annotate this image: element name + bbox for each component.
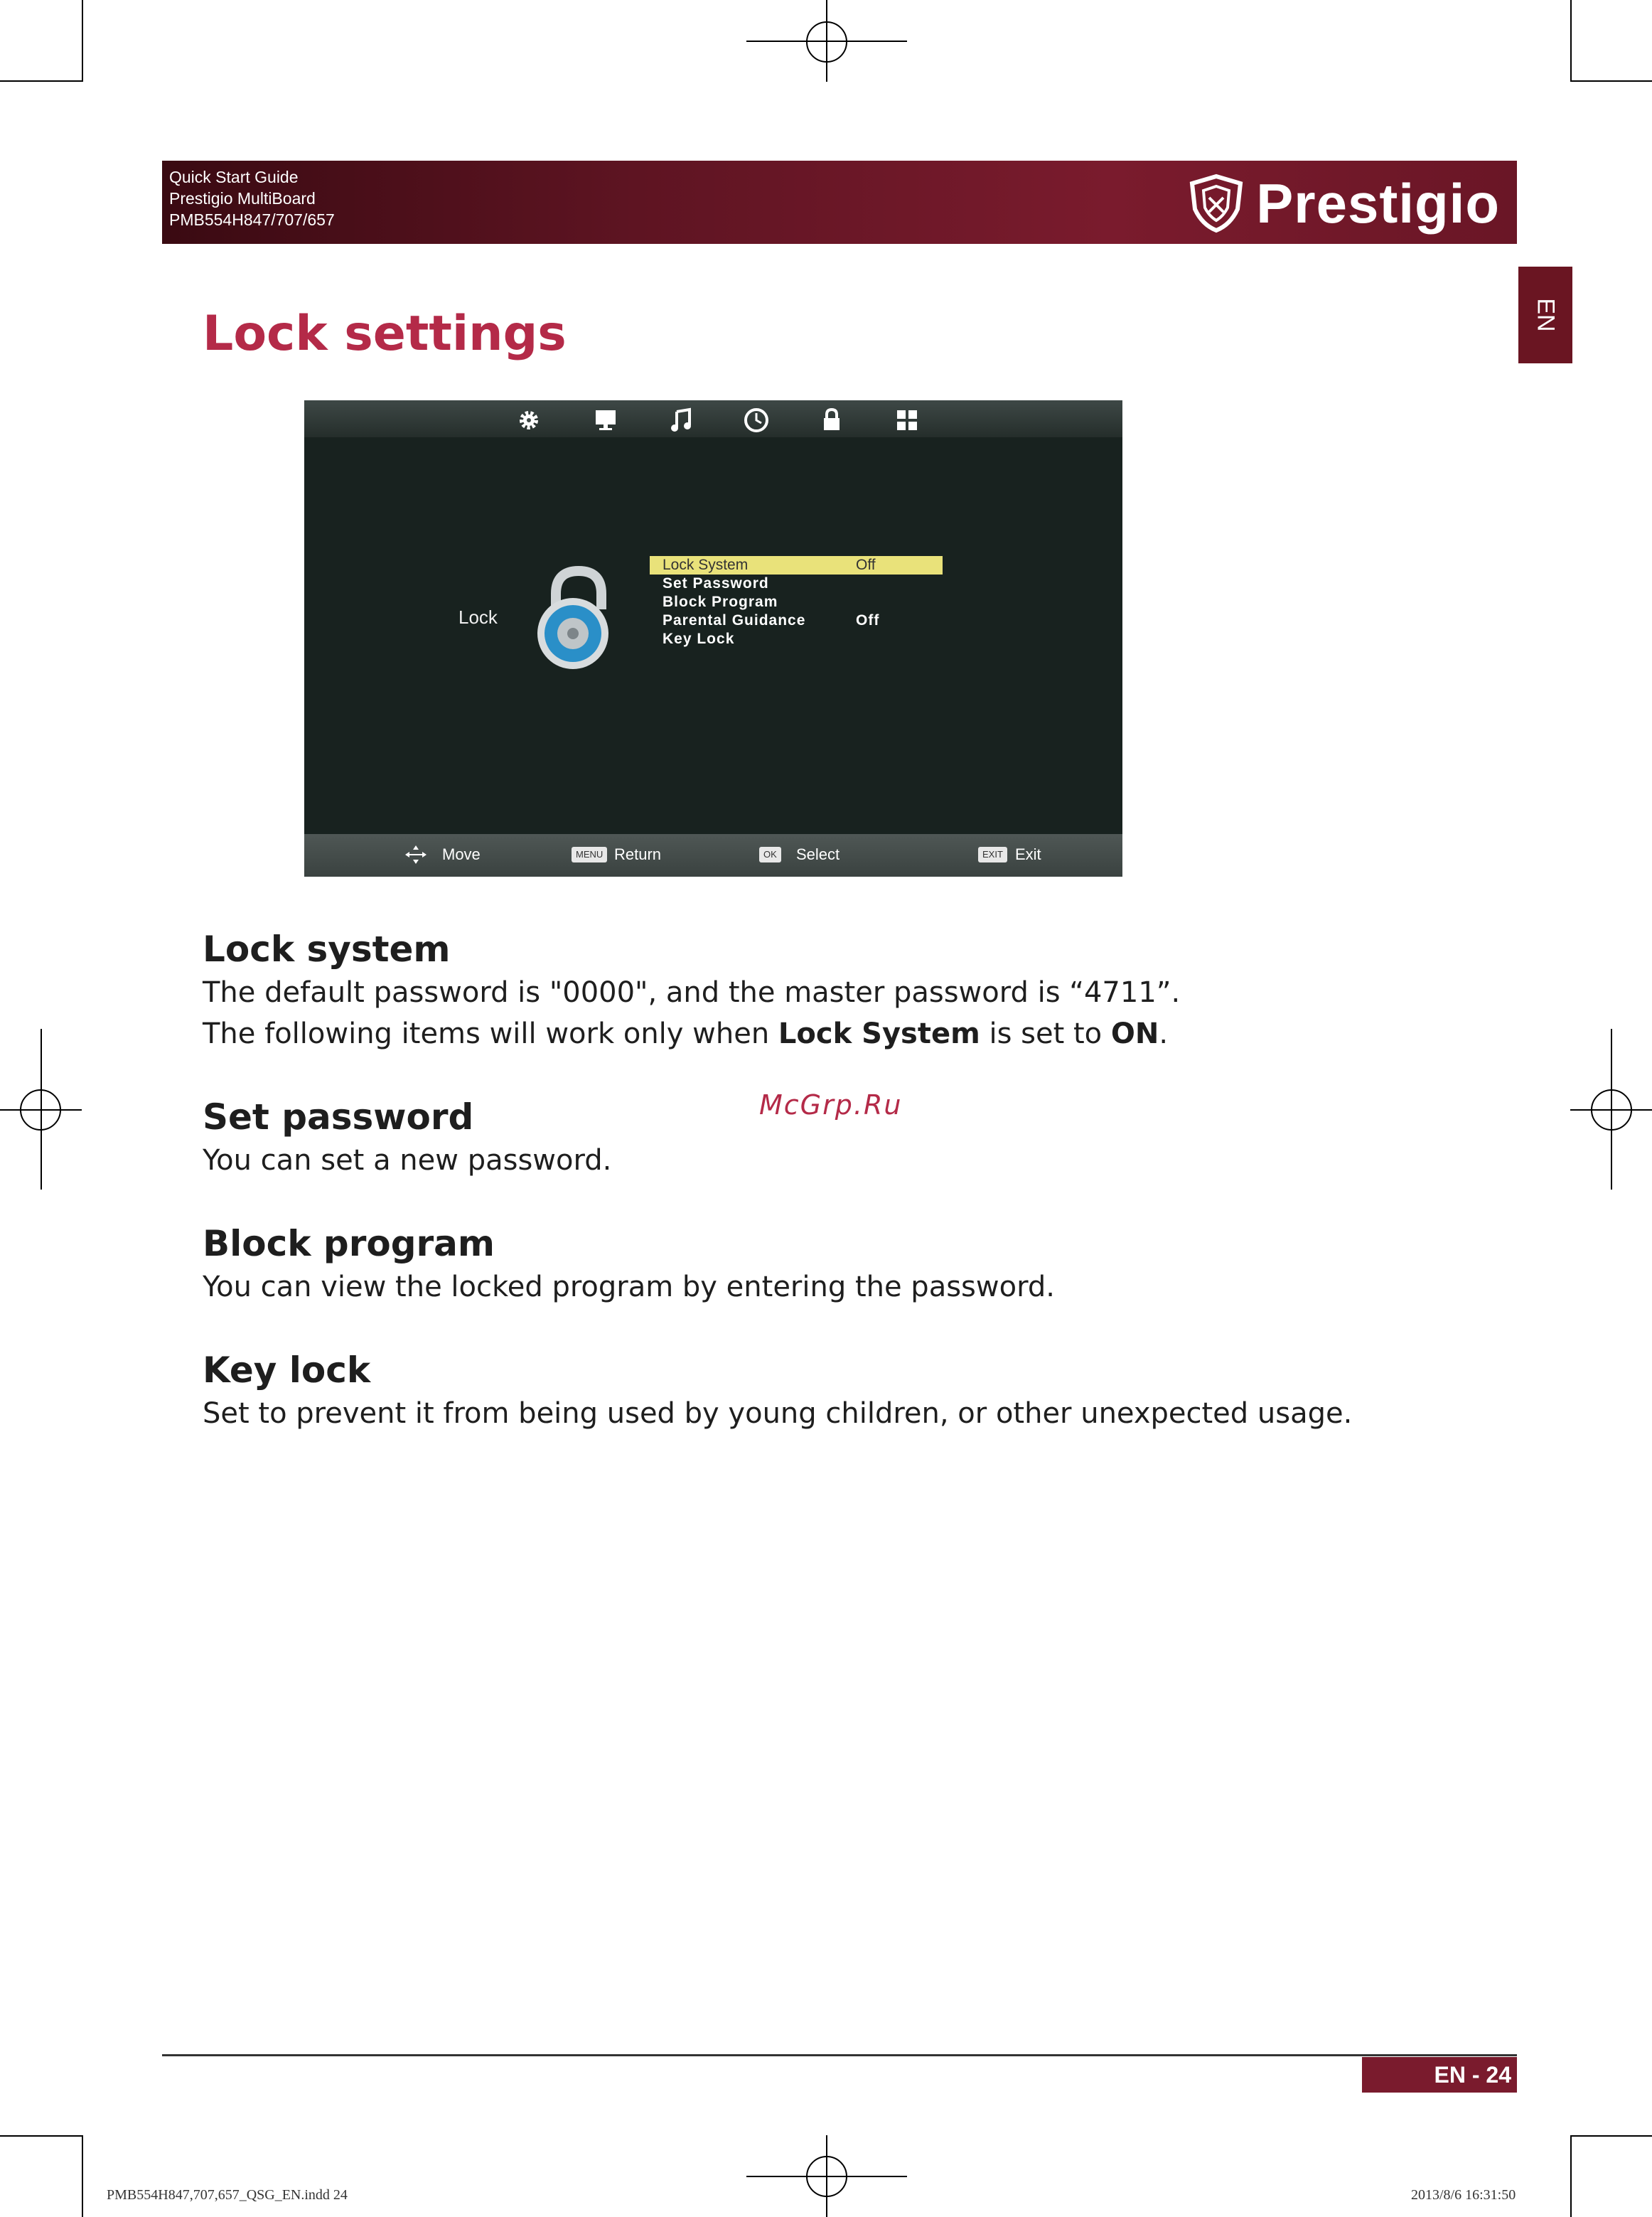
- set-password-text: You can set a new password.: [203, 1144, 612, 1177]
- menu-key-icon: MENU: [572, 847, 607, 862]
- section-heading-set-password: Set password: [203, 1096, 474, 1138]
- header-model-number: PMB554H847/707/657: [169, 210, 335, 229]
- watermark: McGrp.Ru: [759, 1089, 903, 1121]
- language-tab: [1518, 267, 1572, 363]
- footer-rule: [162, 2054, 1517, 2056]
- osd-menu-item[interactable]: Set Password: [663, 575, 769, 592]
- prestigio-shield-icon: [1186, 173, 1246, 233]
- osd-menu-item[interactable]: Parental Guidance Off: [663, 612, 880, 629]
- slug-timestamp: 2013/8/6 16:31:50: [1411, 2187, 1516, 2203]
- osd-top-bar: [304, 400, 1122, 437]
- osd-menu-item[interactable]: Lock System Off: [650, 556, 943, 575]
- header-bar: [162, 161, 1517, 244]
- on-emphasis: ON: [1110, 1017, 1159, 1050]
- lock-system-emphasis: Lock System: [778, 1017, 980, 1050]
- osd-menu-label: Lock: [458, 607, 498, 628]
- header-guide-title: Quick Start Guide: [169, 168, 299, 186]
- padlock-dial-icon: [529, 565, 621, 671]
- lock-icon: [817, 406, 846, 434]
- ok-key-icon: OK: [759, 847, 781, 862]
- section-heading-block-program: Block program: [203, 1223, 495, 1264]
- clock-icon: [742, 406, 771, 434]
- gear-icon: [515, 406, 543, 434]
- tv-osd-screenshot: [304, 400, 1122, 877]
- osd-hint-return: Return: [614, 845, 662, 863]
- page-title: Lock settings: [203, 306, 567, 362]
- brand-wordmark: Prestigio: [1256, 172, 1500, 235]
- header-product-name: Prestigio MultiBoard: [169, 189, 316, 208]
- section-heading-key-lock: Key lock: [203, 1350, 371, 1391]
- key-lock-text: Set to prevent it from being used by young children, or other unexpected usage.: [203, 1397, 1353, 1430]
- section-heading-lock-system: Lock system: [203, 929, 451, 970]
- exit-key-icon: EXIT: [978, 847, 1007, 862]
- osd-hint-exit: Exit: [1015, 845, 1041, 863]
- osd-hint-bar: [304, 834, 1122, 877]
- page-number: EN - 24: [1362, 2057, 1517, 2093]
- osd-hint-move: Move: [442, 845, 481, 863]
- osd-hint-select: Select: [796, 845, 840, 863]
- lock-system-line-2: The following items will work only when Lock System is set to ON.: [203, 1017, 1169, 1050]
- osd-menu-item[interactable]: Key Lock: [663, 631, 735, 647]
- move-arrows-icon: [404, 844, 428, 865]
- grid-icon: [893, 406, 921, 434]
- monitor-icon: [591, 406, 620, 434]
- music-note-icon: [667, 406, 695, 434]
- slug-filename: PMB554H847,707,657_QSG_EN.indd 24: [107, 2187, 348, 2203]
- block-program-text: You can view the locked program by entering the password.: [203, 1271, 1055, 1303]
- osd-menu-item[interactable]: Block Program: [663, 594, 778, 610]
- language-tab-label: EN: [1532, 298, 1560, 332]
- lock-system-line-1: The default password is "0000", and the master password is “4711”.: [203, 976, 1181, 1009]
- brand-logo: [1186, 173, 1500, 233]
